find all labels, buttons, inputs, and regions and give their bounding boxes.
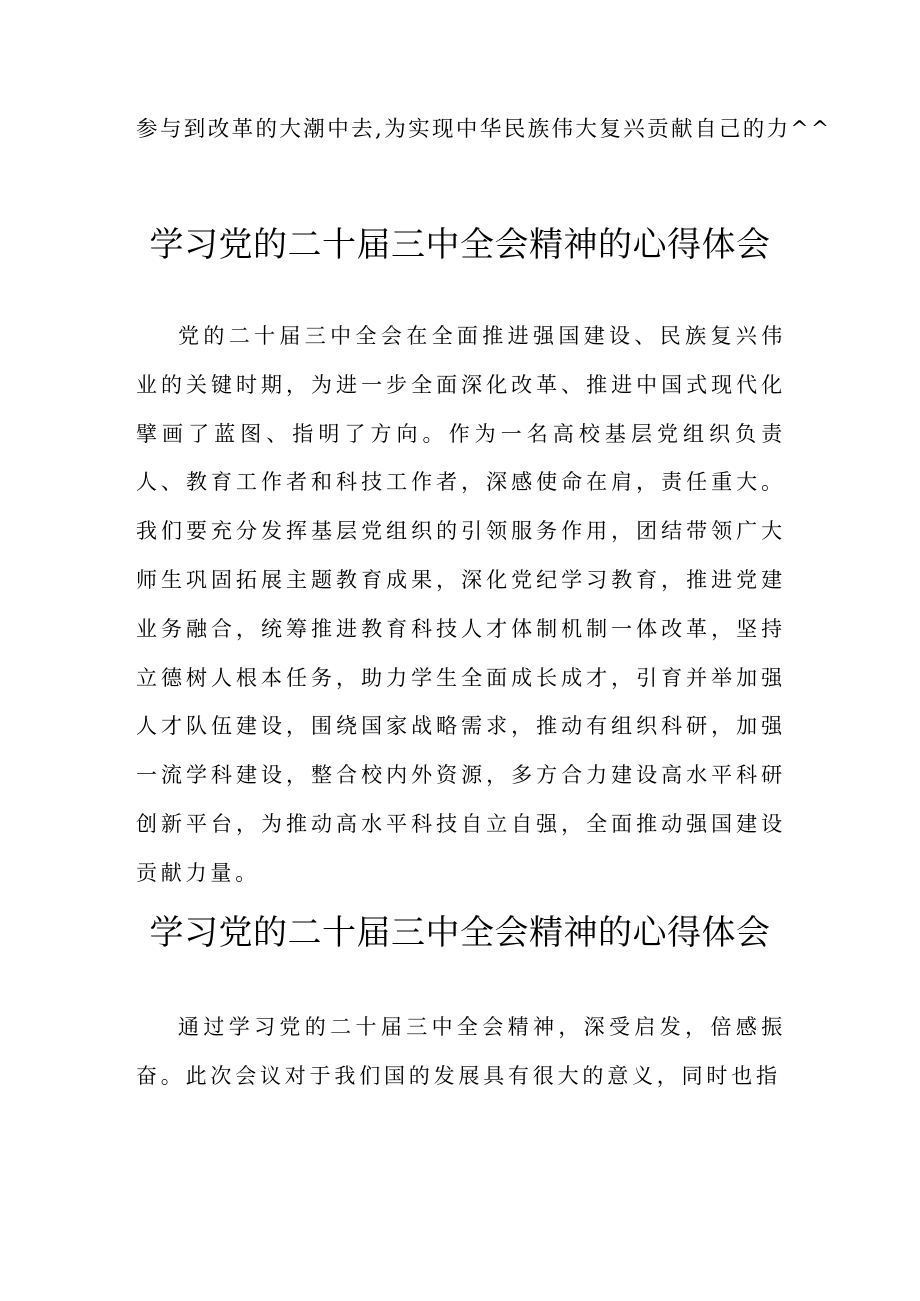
section-body: 党的二十届三中全会在全面推进强国建设、民族复兴伟业的关键时期，为进一步全面深化改革、推进中国式现代化擘画了蓝图、指明了方向。作为一名高校基层党组织负责人、教育工作者和科技工作者，深感使命在肩，责任重大。我们要充分发挥基层党组织的引领服务作用，团结带领广大师生巩固拓展主题教育成果，深化党纪学习教育，推进党建业务融合，统筹推进教育科技人才体制机制一体改革，坚持立德树人根本任务，助力学生全面成长成才，引育并举加强人才队伍建设，围绕国家战略需求，推动有组织科研，加强一流学科建设，整合校内外资源，多方合力建设高水平科研创新平台，为推动高水平科技自立自强，全面推动强国建设贡献力量。 bbox=[136, 324, 786, 885]
section-body: 通过学习党的二十届三中全会精神，深受启发，倍感振奋。此次会议对于我们国的发展具有很大的意义，同时也指 bbox=[136, 1015, 786, 1088]
section-title: 学习党的二十届三中全会精神的心得体会 bbox=[149, 225, 771, 265]
continued-text-line: 参与到改革的大潮中去,为实现中华民族伟大复兴贡献自己的力^^ bbox=[136, 117, 832, 142]
section-title: 学习党的二十届三中全会精神的心得体会 bbox=[149, 913, 771, 953]
